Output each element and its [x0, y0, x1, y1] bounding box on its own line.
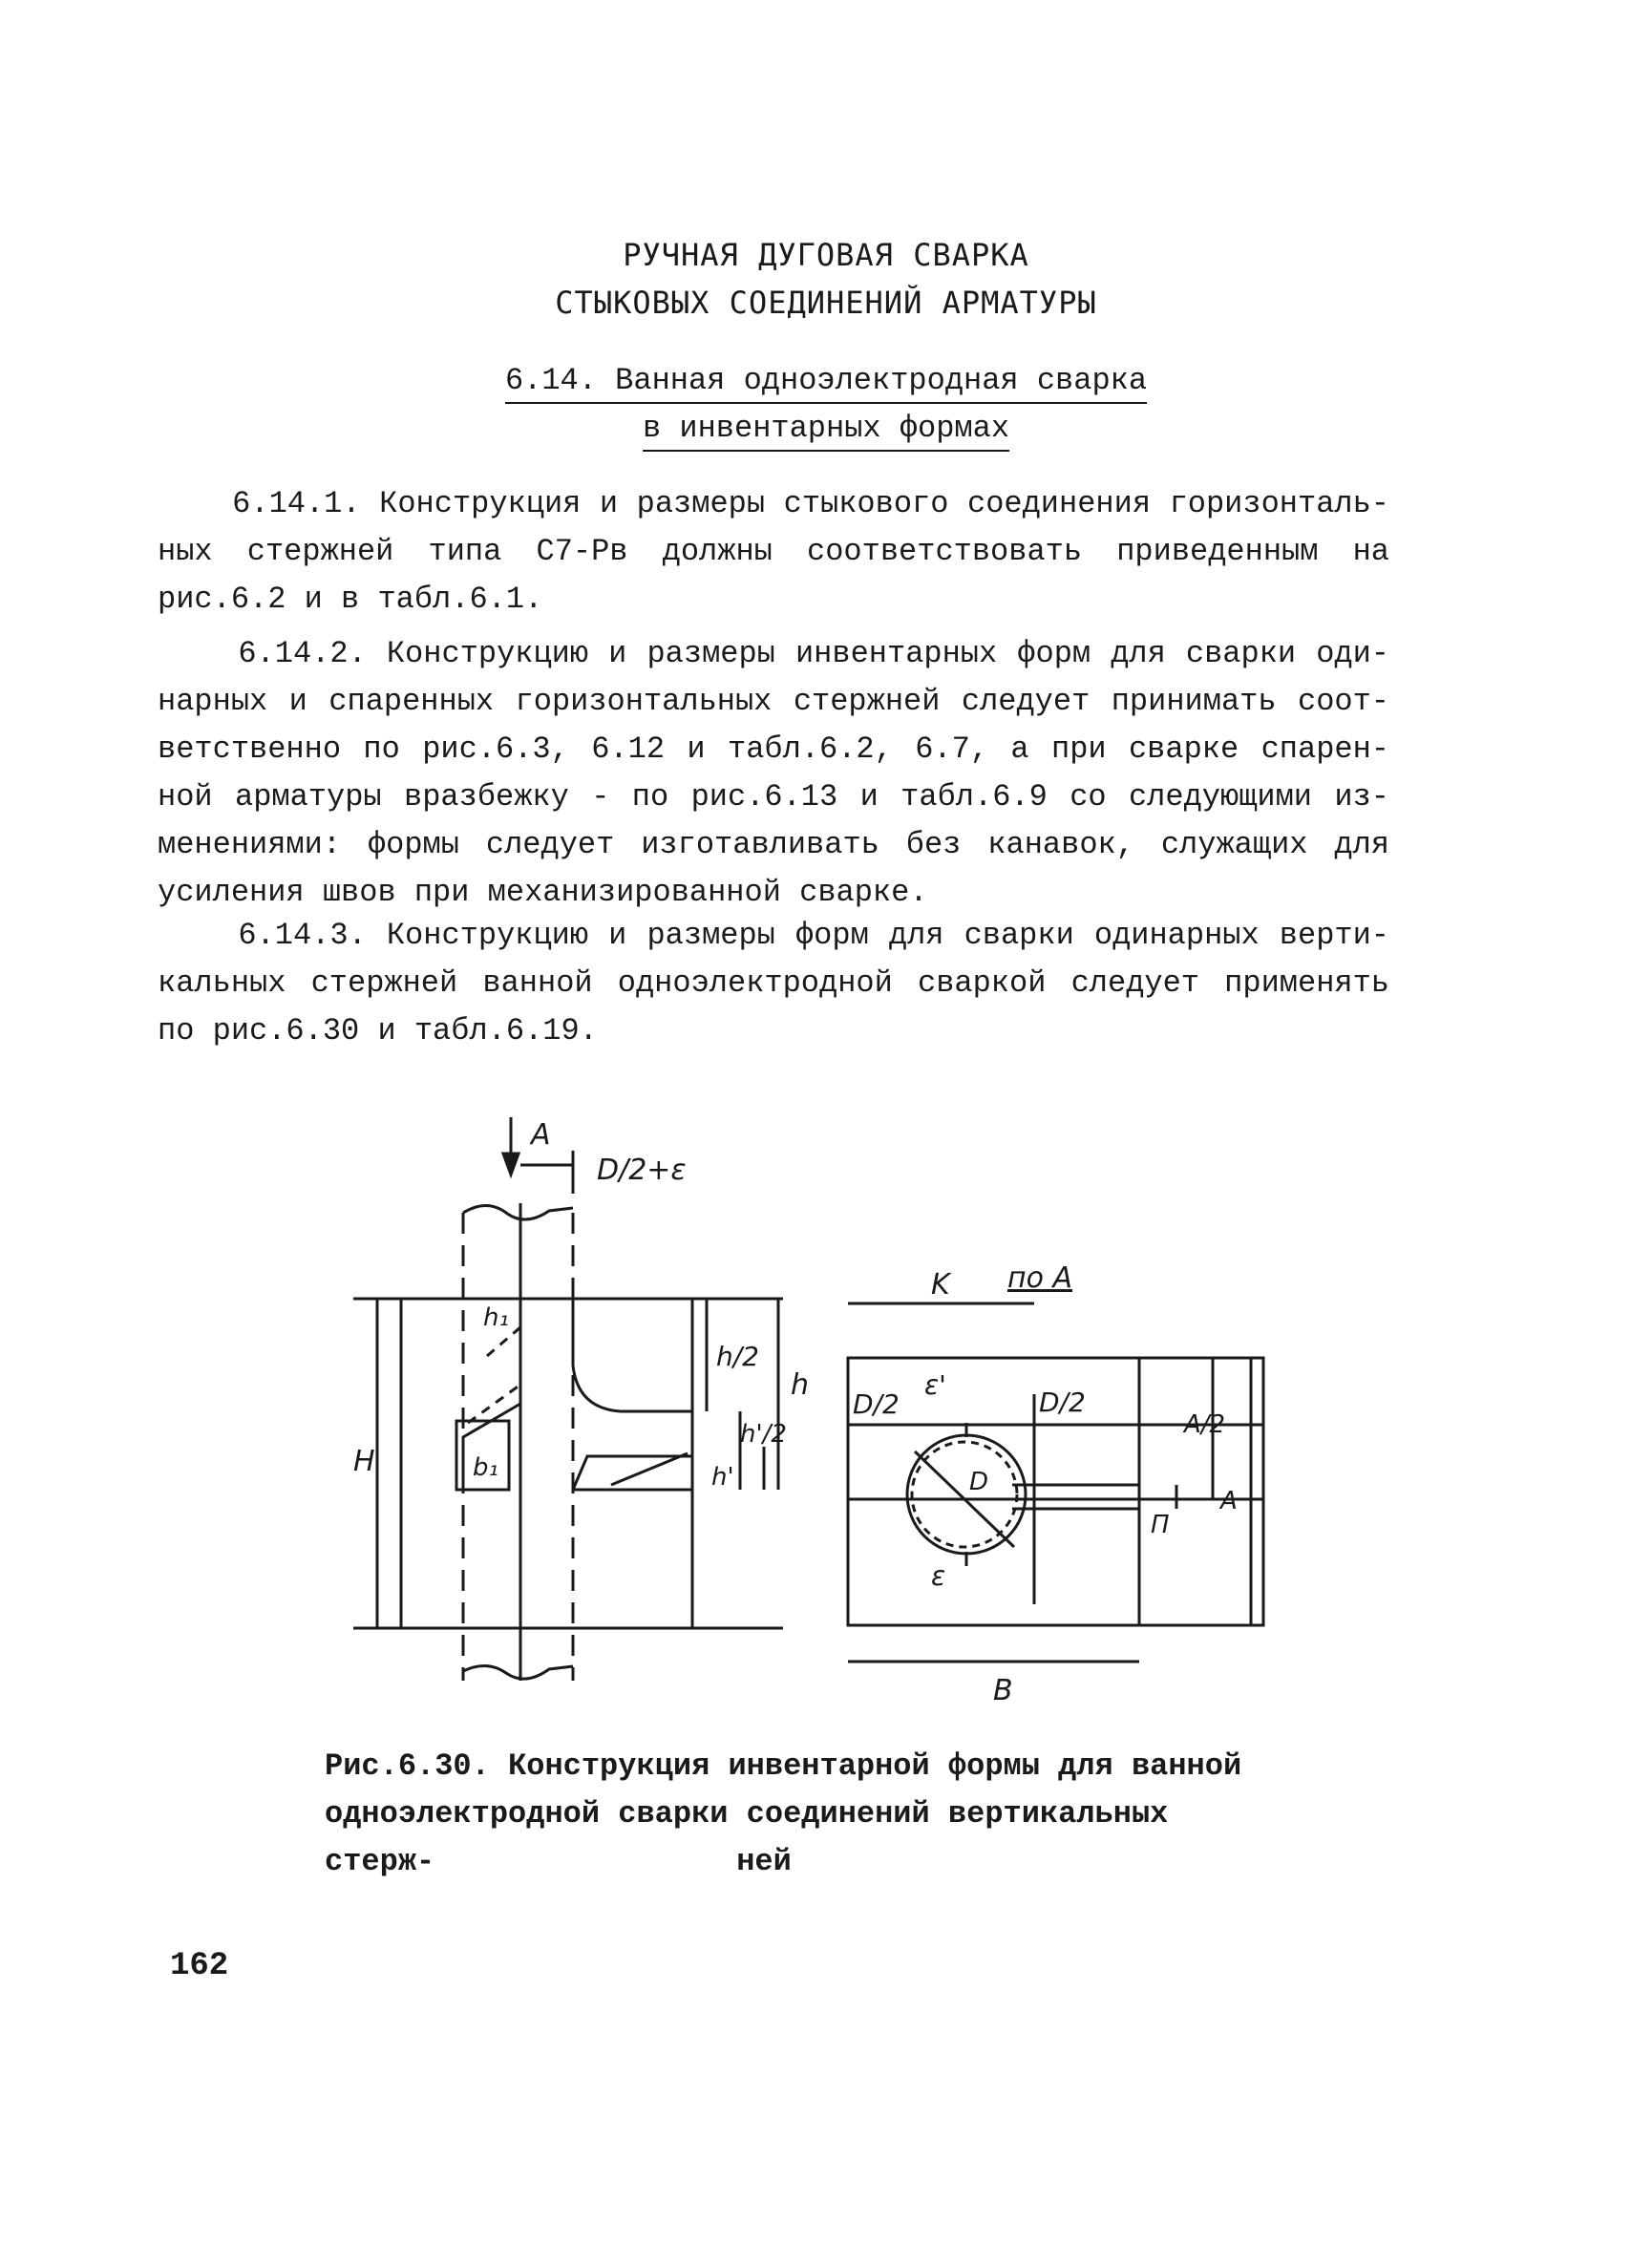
paragraph-6-14-2	[158, 630, 1389, 917]
label-eps: ε	[931, 1560, 946, 1592]
label-D: D	[969, 1468, 989, 1496]
chapter-title-line-1: РУЧНАЯ ДУГОВАЯ СВАРКА	[623, 237, 1029, 273]
cavity-upper-curve	[573, 1299, 692, 1411]
paragraph-line: по рис.6.30 и табл.6.19.	[158, 1013, 598, 1048]
figure-caption-line-3: ней	[736, 1844, 792, 1879]
section-title-text-2: в инвентарных формах	[643, 411, 1009, 452]
cavity-lower-step	[573, 1456, 692, 1490]
label-A2: A/2	[1184, 1410, 1226, 1439]
section-title-line-2	[0, 411, 1652, 446]
paragraph-line: ных стержней типа С7-Рв должны соответствовать приведенным на	[158, 534, 1389, 569]
bar-circle-inner	[912, 1442, 1017, 1547]
paragraph-line: 6.14.3. Конструкцию и размеры форм для сварки одинарных верти-	[158, 918, 1389, 953]
paragraph-line: 6.14.1. Конструкция и размеры стыкового соединения горизонталь-	[158, 486, 1389, 521]
hatch-line	[611, 1453, 688, 1485]
section-title-text-1: 6.14. Ванная одноэлектродная сварка	[505, 363, 1147, 404]
label-eps-prime: ε'	[924, 1369, 946, 1401]
paragraph-6-14-1	[158, 480, 1389, 624]
label-h1: h₁	[483, 1303, 509, 1332]
label-B: B	[993, 1674, 1013, 1707]
label-Pi: П	[1151, 1511, 1170, 1539]
label-D2-right: D/2	[1039, 1387, 1086, 1418]
figure-6-30	[0, 1108, 1652, 1719]
paragraph-line: менениями: формы следует изготавливать без канавок, служащих для	[158, 827, 1389, 862]
paragraph-line: ной арматуры вразбежку - по рис.6.13 и табл.6.9 со следующими из-	[158, 779, 1389, 815]
label-h-prime-2: h'/2	[740, 1420, 787, 1449]
label-D2-eps: D/2+ε	[597, 1154, 687, 1187]
view-arrow-head	[503, 1154, 519, 1175]
paragraph-line: кальных стержней ванной одноэлектродной сваркой следует применять	[158, 965, 1389, 1001]
paragraph-line: 6.14.2. Конструкцию и размеры инвентарных форм для сварки оди-	[158, 636, 1389, 671]
paragraph-6-14-3	[158, 912, 1389, 1055]
chapter-title-line-2: СТЫКОВЫХ СОЕДИНЕНИЙ АРМАТУРЫ	[555, 285, 1097, 321]
weld-taper-dashed	[468, 1385, 520, 1423]
section-title-line-1	[0, 363, 1652, 398]
break-line-top	[463, 1206, 573, 1220]
paragraph-line: нарных и спаренных горизонтальных стержней следует принимать соот-	[158, 684, 1389, 719]
paragraph-line: рис.6.2 и в табл.6.1.	[158, 582, 543, 617]
label-A-arrow: A	[531, 1118, 551, 1152]
figure-caption-line-1: Рис.6.30. Конструкция инвентарной формы для ванной	[325, 1748, 1242, 1784]
figure-caption-line-2: одноэлектродной сварки соединений вертикальных стерж-	[325, 1796, 1169, 1879]
break-line-bottom	[463, 1665, 573, 1679]
paragraph-line: усиления швов при механизированной сварке.	[158, 875, 928, 910]
label-h2: h/2	[716, 1341, 759, 1372]
label-h-prime: h'	[711, 1463, 734, 1492]
bar-circle	[907, 1435, 1026, 1554]
label-D2-left: D/2	[853, 1388, 900, 1420]
label-H: H	[353, 1445, 375, 1478]
label-h: h	[791, 1368, 810, 1402]
page-number: 162	[170, 1948, 229, 1984]
technical-drawing	[0, 1108, 1652, 1719]
paragraph-line: ветственно по рис.6.3, 6.12 и табл.6.2, 6.7, а при сварке спарен-	[158, 731, 1389, 767]
label-A: A	[1220, 1487, 1238, 1515]
label-b1: b₁	[473, 1453, 498, 1482]
label-po-A: по А	[1007, 1261, 1073, 1295]
label-K: K	[931, 1268, 950, 1302]
